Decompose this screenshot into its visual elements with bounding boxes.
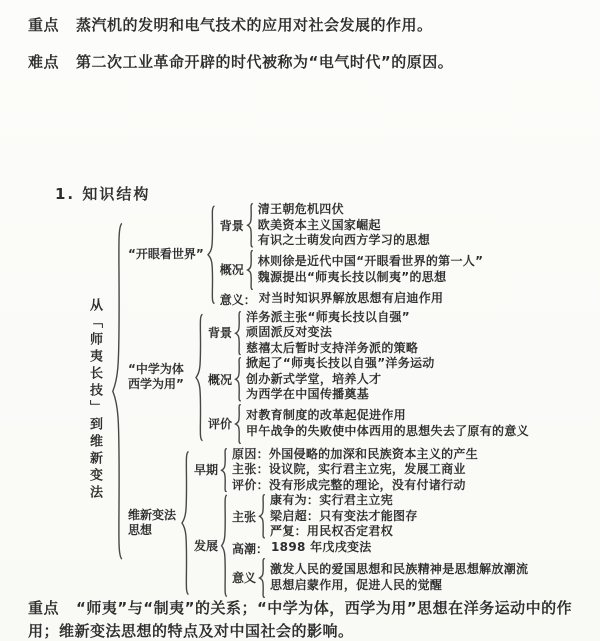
tree-item: 评价：没有形成完整的理论，没有付诸行动: [232, 477, 466, 492]
tree-item: 严复：用民权否定君权: [270, 524, 394, 538]
tree-item: 对当时知识界解放思想有启迪作用: [258, 291, 444, 306]
tree-item: 甲午战争的失败使中体西用的思想失去了原有的意义: [246, 423, 529, 438]
group-label: 高潮：: [232, 541, 269, 556]
note-label: 难点: [28, 53, 60, 71]
group-background: [208, 310, 529, 357]
group-evaluation: [208, 403, 529, 445]
note-label: 重点: [28, 599, 60, 617]
group-development-stage: [194, 493, 528, 599]
top-note-difficult-point: [28, 51, 588, 74]
curly-brace-icon: [234, 404, 242, 444]
group-label: 评价: [208, 417, 233, 431]
tree-item: 林则徐是近代中国“开眼看世界的第一人”: [257, 254, 484, 268]
group-label: 早期: [194, 463, 219, 478]
tree-item: 洋务派主张“师夷长技以自强”: [246, 309, 410, 324]
group-label: 背景: [219, 218, 244, 233]
tree-item: 为西学在中国传播奠基: [246, 387, 370, 401]
note-text: 第二次工业革命开辟的时代被称为“电气时代”的原因。: [76, 53, 454, 71]
tree-item: 原因：外国侵略的加深和民族资本主义的产生: [232, 446, 479, 461]
tree-item: 欧美资本主义国家崛起: [257, 217, 381, 232]
branch-reform-thought: [128, 447, 529, 599]
curly-brace-icon: [246, 203, 254, 248]
subgroup-significance: [232, 557, 528, 599]
branch-open-eyes-to-world: [128, 202, 529, 308]
curly-brace-icon: [110, 220, 124, 563]
tree-item: 激发人民的爱国思想和民族精神是思想解放潮流: [270, 562, 529, 576]
tree-item: 有识之士萌发向西方学习的思想: [257, 233, 430, 247]
group-label: 意义: [232, 571, 257, 585]
tree-item: 掀起了“师夷长技以自强”洋务运动: [246, 356, 435, 370]
curly-brace-icon: [234, 311, 242, 356]
note-text: “师夷”与“制夷”的关系；“中学为体，西学为用”思想在洋务运动中的作用；维新变法思想的特点及对中国社会的影响。: [28, 599, 573, 640]
branch-title: 维新变法思想: [128, 507, 177, 537]
section-title: 1. 知识结构: [55, 185, 151, 203]
group-background: [220, 202, 484, 249]
group-significance: [220, 291, 484, 308]
tree-item: 1898 年戊戌变法: [271, 540, 372, 555]
group-label: 发展: [194, 539, 219, 554]
branch-title: “中学为体西学为用”: [128, 362, 184, 391]
group-early-stage: [194, 447, 528, 494]
curly-brace-icon: [180, 450, 190, 596]
tree-item: 思想启蒙作用，促进人民的觉醒: [270, 577, 443, 592]
curly-brace-icon: [246, 250, 254, 290]
knowledge-structure-diagram: [84, 202, 529, 599]
curly-brace-icon: [234, 357, 242, 402]
curly-brace-icon: [220, 448, 228, 493]
group-label: 主张: [232, 509, 257, 524]
top-note-key-point: [28, 14, 588, 37]
note-text: 蒸汽机的发明和电气技术的应用对社会发展的作用。: [76, 16, 433, 34]
tree-item: 顽固派反对变法: [246, 325, 333, 339]
curly-brace-icon: [206, 205, 216, 305]
group-label: 概况: [219, 263, 244, 277]
group-label: 意义：: [219, 292, 256, 307]
curly-brace-icon: [258, 494, 266, 539]
tree-item: 创办新式学堂，培养人才: [246, 371, 382, 386]
tree-root-label: 从「师夷长技」到维新变法: [87, 298, 102, 503]
note-label: 重点: [28, 16, 60, 34]
group-label: 背景: [208, 326, 233, 341]
branch-chinese-essence-western-use: [128, 310, 529, 445]
tree-branches: [128, 202, 529, 599]
tree-item: 慈禧太后暂时支持洋务派的策略: [246, 340, 419, 355]
tree-item: 梁启超：只有变法才能图存: [270, 508, 418, 523]
tree-item: 清王朝危机四伏: [257, 202, 344, 216]
subgroup-claims: [232, 493, 528, 540]
group-overview: [208, 356, 529, 403]
group-overview: [220, 249, 484, 291]
curly-brace-icon: [220, 494, 228, 598]
curly-brace-icon: [194, 313, 204, 442]
curly-brace-icon: [258, 558, 266, 598]
subgroup-climax: [232, 540, 528, 557]
group-label: 概况: [208, 372, 233, 387]
bottom-note-key-point: [28, 597, 584, 641]
tree-item: 魏源提出“师夷长技以制夷”的思想: [257, 269, 447, 284]
tree-item: 主张：设议院，实行君主立宪，发展工商业: [232, 462, 466, 476]
tree-item: 康有为：实行君主立宪: [270, 493, 394, 507]
tree-item: 对教育制度的改革起促进作用: [246, 408, 406, 422]
branch-title: “开眼看世界”: [128, 247, 204, 262]
